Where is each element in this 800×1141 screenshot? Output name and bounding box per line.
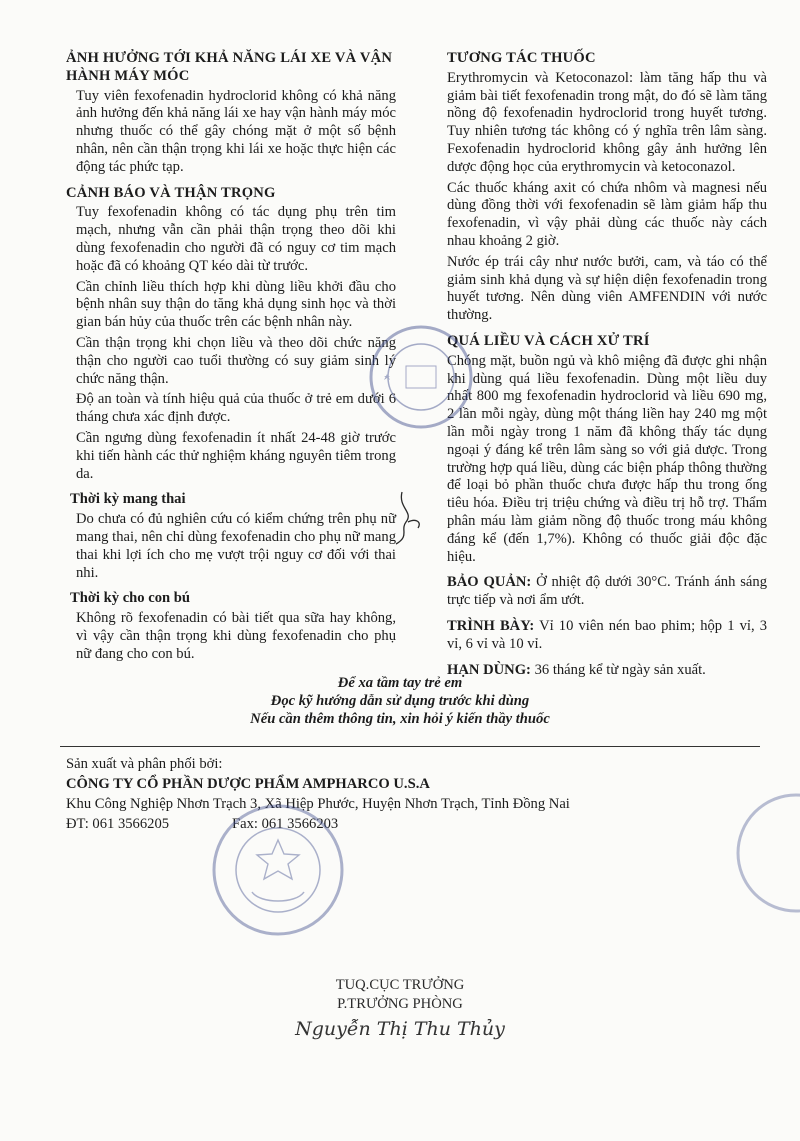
presentation-label: TRÌNH BÀY: xyxy=(447,617,535,634)
company-stamp-center-mark xyxy=(406,366,436,388)
company-stamp-star-right xyxy=(452,374,458,380)
presentation-text: Vỉ 10 viên nén bao phim; hộp 1 vỉ, 3 vỉ, 6 vỉ và 10 vỉ. xyxy=(447,617,767,652)
signature-title-1: TUQ.CỤC TRƯỞNG xyxy=(335,977,465,993)
warning-paragraph: Tuy fexofenadin không có tác dụng phụ trên tim mạch, nhưng vẫn cần phải thận trọng theo dõi khi dùng fexofenadin cho người đã có nguy cơ tim mạch hoặc đã có khoảng QT kéo dài từ trước. xyxy=(76,204,396,274)
interactions-heading: TƯƠNG TÁC THUỐC xyxy=(447,50,596,66)
warning-paragraph: Cần ngưng dùng fexofenadin ít nhất 24-48 giờ trước khi tiến hành các thử nghiệm kháng nguyên tiêm trong da. xyxy=(76,429,396,482)
right-column xyxy=(447,50,767,687)
warning-paragraph: Cần thận trọng khi chọn liều và theo dõi chức năng thận cho người cao tuổi thường có suy giảm sinh lý chức năng thận. xyxy=(76,334,396,387)
edge-stamp-fragment xyxy=(716,788,800,918)
signature-name: Nguyễn Thị Thu Thủy xyxy=(295,1018,505,1040)
fax-number: Fax: 061 3566203 xyxy=(232,816,339,832)
expiry-label: HẠN DÙNG: xyxy=(447,661,531,678)
signature-title-2: P.TRƯỞNG PHÒNG xyxy=(337,996,463,1012)
phone-number: ĐT: 061 3566205 xyxy=(66,816,170,832)
usage-reminders xyxy=(0,675,800,728)
storage-info xyxy=(447,574,767,610)
expiry-text: 36 tháng kể từ ngày sản xuất. xyxy=(530,661,706,678)
presentation-info xyxy=(447,618,767,654)
driving-heading: ẢNH HƯỞNG TỚI KHẢ NĂNG LÁI XE VÀ VẬN HÀNH MÁY MÓC xyxy=(66,50,393,84)
pregnancy-heading: Thời kỳ mang thai xyxy=(70,491,186,508)
storage-label: BẢO QUẢN: xyxy=(447,574,532,591)
company-stamp-star-left xyxy=(384,374,390,380)
company-name: CÔNG TY CỔ PHẦN DƯỢC PHẨM AMPHARCO U.S.A xyxy=(66,776,430,792)
company-stamp xyxy=(366,322,476,432)
manufacturer-intro: Sản xuất và phân phối bởi: xyxy=(66,756,223,772)
warning-paragraph: Độ an toàn và tính hiệu quả của thuốc ở trẻ em dưới 6 tháng chưa xác định được. xyxy=(76,391,396,426)
warnings-heading: CẢNH BÁO VÀ THẬN TRỌNG xyxy=(66,184,276,201)
manufacturer-block xyxy=(66,754,746,834)
interaction-paragraph: Các thuốc kháng axit có chứa nhôm và magnesi nếu dùng đồng thời với fexofenadin sẽ làm giảm hấp thu fexofenadin, vì vậy phải dùng các thuốc này cách nhau khoảng 2 giờ. xyxy=(447,179,767,249)
lactation-heading: Thời kỳ cho con bú xyxy=(70,590,191,607)
pregnancy-section xyxy=(66,491,396,582)
driving-section xyxy=(66,50,396,177)
contact-line xyxy=(66,814,746,834)
company-stamp-inner-ring xyxy=(388,344,454,410)
product-info xyxy=(447,574,767,679)
agency-seal-outer-ring xyxy=(214,806,342,934)
warning-paragraph: Cần chỉnh liều thích hợp khi dùng liều khởi đầu cho bệnh nhân suy thận do tăng khả dụng sinh học và thời gian bán hủy của thuốc trên các bệnh nhân này. xyxy=(76,278,396,331)
reminder-line: Nếu cần thêm thông tin, xin hỏi ý kiến thầy thuốc xyxy=(250,710,550,727)
reminder-line: Đọc kỹ hướng dẫn sử dụng trước khi dùng xyxy=(270,692,530,709)
reminder-line: Để xa tầm tay trẻ em xyxy=(337,675,463,691)
signature-block xyxy=(0,976,800,1039)
initial-mark-stroke xyxy=(396,492,419,544)
agency-seal-emblem xyxy=(257,840,299,879)
divider xyxy=(60,746,760,747)
overdose-section xyxy=(447,333,767,566)
company-address: Khu Công Nghiệp Nhơn Trạch 3, Xã Hiệp Phước, Huyện Nhơn Trạch, Tỉnh Đồng Nai xyxy=(66,796,570,812)
lactation-section xyxy=(66,590,396,663)
agency-seal xyxy=(208,800,348,940)
overdose-heading: QUÁ LIỀU VÀ CÁCH XỬ TRÍ xyxy=(447,332,650,349)
left-column xyxy=(66,50,396,672)
initial-mark xyxy=(388,488,428,548)
driving-text: Tuy viên fexofenadin hydroclorid không có khả năng ảnh hưởng đến khả năng lái xe hay vận hành máy móc nhưng thuốc có thể gây chóng mặt ở một số bệnh nhân, nên cần thận trọng khi lái xe hoặc thực hiện các động tác phức tạp. xyxy=(76,87,396,175)
agency-seal-wreath xyxy=(252,892,304,901)
interaction-paragraph: Erythromycin và Ketoconazol: làm tăng hấp thu và giảm bài tiết fexofenadin trong mật, do đó sẽ làm tăng nồng độ fexofenadin hydroclorid trong huyết tương. Tuy nhiên tương tác không có ý nghĩa trên lâm sàng. Fexofenadin hydroclorid không gây ảnh hưởng lên dược động học của erythromycin và ketoconazol. xyxy=(447,69,767,175)
storage-text: Ở nhiệt độ dưới 30°C. Tránh ánh sáng trực tiếp và nơi ẩm ướt. xyxy=(447,574,767,609)
pregnancy-text: Do chưa có đủ nghiên cứu có kiểm chứng trên phụ nữ mang thai, nên chỉ dùng fexofenadin cho phụ nữ mang thai khi lợi ích cho mẹ vượt trội nguy cơ đối với thai nhi. xyxy=(76,511,396,581)
interaction-paragraph: Nước ép trái cây như nước bưởi, cam, và táo có thể giảm sinh khả dụng và sự hiện diện fexofenadin trong huyết tương. Nên dùng viên AMFENDIN với nước thường. xyxy=(447,253,767,324)
overdose-text: Chóng mặt, buồn ngủ và khô miệng đã được ghi nhận khi dùng quá liều fexofenadin. Dùng một liều duy nhất 800 mg fexofenadin hydroclorid và liều 690 mg, 2 lần mỗi ngày, dùng một tháng liền hay 240 mg một lần mỗi ngày trong 1 năm đã không thấy tác dụng ngoại ý đáng kể trên lâm sàng so với giả dược. Trong trường hợp quá liều, dùng các biện pháp thông thường để loại bỏ phần thuốc chưa được hấp thu trong ống tiêu hóa. Điều trị triệu chứng và điều trị hỗ trợ. Thẩm phân máu làm giảm nồng độ thuốc trong máu không đáng kể (đến 1,7%). Không có thuốc giải độc đặc hiệu. xyxy=(447,352,767,565)
interactions-section xyxy=(447,50,767,325)
edge-stamp-ring xyxy=(738,795,800,911)
lactation-text: Không rõ fexofenadin có bài tiết qua sữa hay không, vì vậy cần thận trọng khi dùng fexofenadin cho phụ nữ đang cho con bú. xyxy=(76,610,396,662)
warnings-section xyxy=(66,185,396,484)
